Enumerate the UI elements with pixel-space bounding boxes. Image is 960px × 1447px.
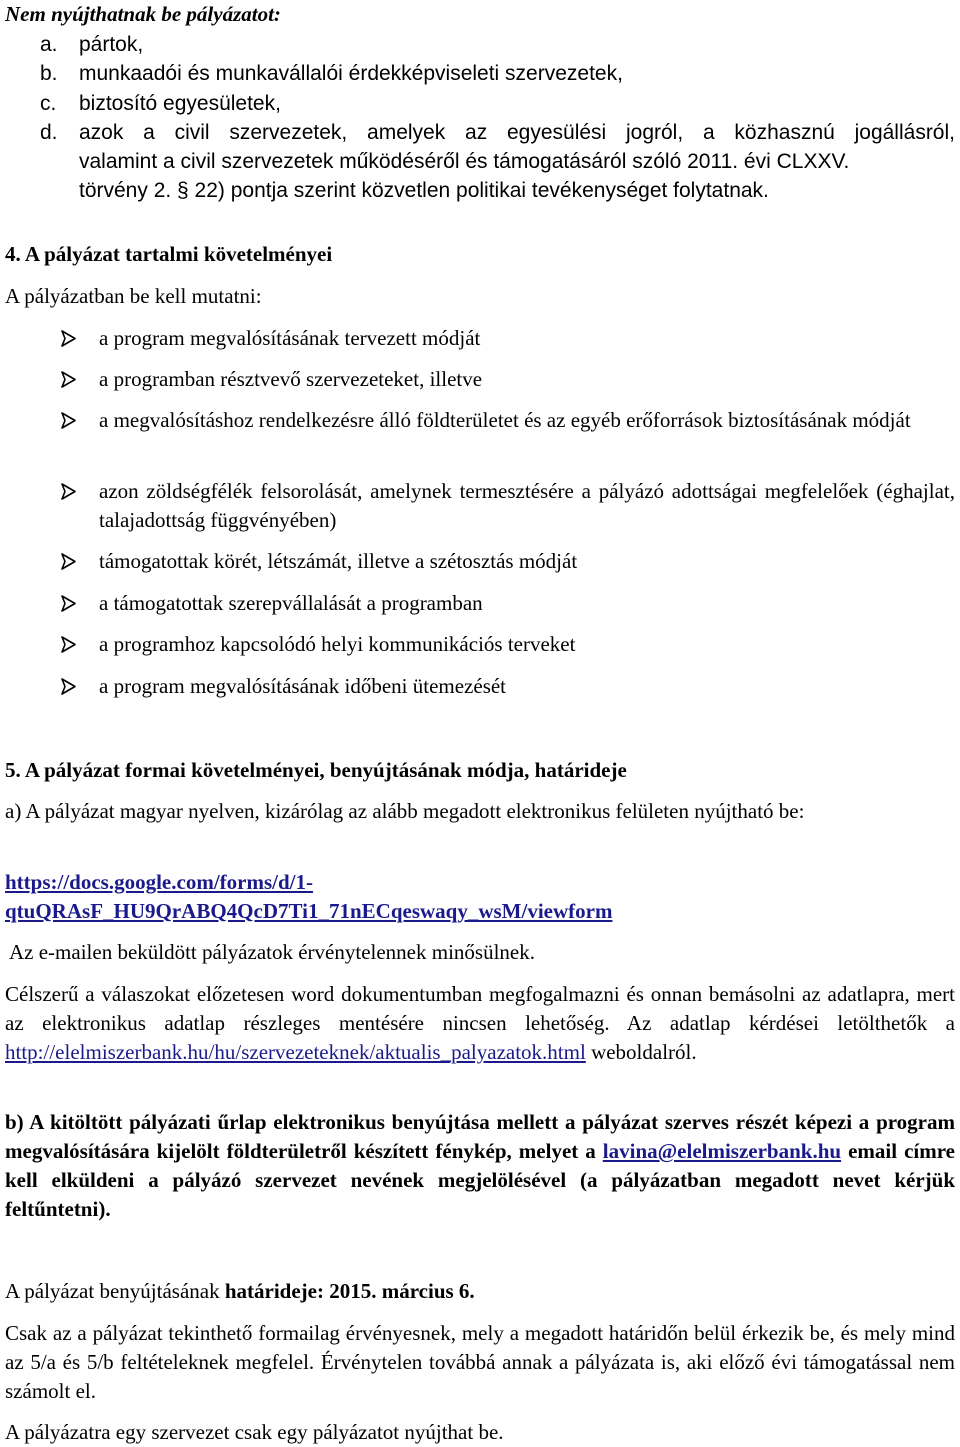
bullet-text: a programban résztvevő szervezeteket, illetve: [99, 367, 483, 391]
ineligible-heading: Nem nyújthatnak be pályázatot:: [5, 2, 281, 26]
section-4-heading: 4. A pályázat tartalmi követelményei: [5, 242, 333, 266]
bullet-text: a programhoz kapcsolódó helyi kommunikációs terveket: [99, 632, 576, 656]
email-invalid-note: Az e-mailen beküldött pályázatok érvénytelennek minősülnek.: [9, 940, 535, 964]
ineligible-item: [40, 59, 955, 88]
arrow-bullet-icon: [59, 630, 79, 659]
list-item-text-line: valamint a civil szervezetek működéséről és támogatásáról szóló 2011. évi CLXXV.: [79, 150, 850, 173]
deadline-date: határideje: 2015. március 6.: [224, 1279, 475, 1303]
form-link[interactable]: https://docs.google.com/forms/d/1- qtuQRAsF_HU9QrABQ4QcD7Ti1_71nECqeswaqy_wsM/viewform: [5, 870, 613, 923]
list-item-text: pártok,: [79, 33, 144, 56]
list-item-text: munkaadói és munkavállalói érdekképviseleti szervezetek,: [79, 62, 623, 85]
list-marker: a.: [40, 33, 58, 56]
list-item-text-line: törvény 2. § 22) pontja szerint közvetlen politikai tevékenységet folytatnak.: [79, 179, 769, 202]
bullet-text: azon zöldségfélék felsorolását, amelynek termesztésére a pályázó adottságai megfelelőek (éghajlat, talajadottság függvényében): [99, 479, 955, 532]
requirement-bullet: [59, 630, 955, 659]
download-link[interactable]: http://elelmiszerbank.hu/hu/szervezeteknek/aktualis_palyazatok.html: [5, 1040, 586, 1064]
deadline-line: A pályázat benyújtásának határideje: 2015. március 6.: [5, 1279, 475, 1303]
list-marker: b.: [40, 62, 58, 85]
email-link[interactable]: lavina@elelmiszerbank.hu: [602, 1139, 842, 1163]
one-application-note: A pályázatra egy szervezet csak egy pályázatot nyújthat be.: [5, 1420, 504, 1444]
arrow-bullet-icon: [59, 477, 79, 506]
word-advice-paragraph: Célszerű a válaszokat előzetesen word dokumentumban megfogalmazni és onnan bemásolni az adatlapra, mert az elektronikus adatlap részleges mentésére nincsen lehetőség. Az adatlap kérdései letölthetők a http://elelmiszerbank.hu/hu/szervezeteknek/aktualis_palyazatok.html weboldalról.: [5, 982, 955, 1064]
list-marker: c.: [40, 92, 57, 115]
requirement-bullet: [59, 477, 955, 535]
arrow-bullet-icon: [59, 672, 79, 701]
ineligible-item: [40, 118, 955, 205]
arrow-bullet-icon: [59, 406, 79, 435]
list-item-text: biztosító egyesületek,: [79, 92, 281, 115]
arrow-bullet-icon: [59, 365, 79, 394]
requirement-bullet: [59, 324, 955, 353]
validity-paragraph: Csak az a pályázat tekinthető formailag érvényesnek, mely a megadott határidőn belül érkezik be, és mely mind az 5/a és 5/b feltételeknek megfelel. Érvénytelen továbbá annak a pályázata is, aki előző évi támogatással nem számolt el.: [5, 1321, 955, 1403]
requirement-bullet: [59, 406, 955, 435]
bullet-text: támogatottak körét, létszámát, illetve a szétosztás módját: [99, 549, 578, 573]
arrow-bullet-icon: [59, 547, 79, 576]
arrow-bullet-icon: [59, 589, 79, 618]
bullet-text: a megvalósításhoz rendelkezésre álló földterületet és az egyéb erőforrások biztosításának módját: [99, 408, 911, 432]
requirement-bullet: [59, 365, 955, 394]
arrow-bullet-icon: [59, 324, 79, 353]
requirement-bullet: [59, 547, 955, 576]
list-marker: d.: [40, 121, 58, 144]
section-4-intro: A pályázatban be kell mutatni:: [5, 284, 262, 308]
section-5-heading: 5. A pályázat formai követelményei, benyújtásának módja, határideje: [5, 758, 627, 782]
form-link-block: [5, 868, 955, 926]
bullet-text: a támogatottak szerepvállalását a programban: [99, 591, 483, 615]
list-item-text-line: azok a civil szervezetek, amelyek az egyesülési jogról, a közhasznú jogállásról,: [79, 121, 955, 144]
paragraph-b: b) A kitöltött pályázati űrlap elektronikus benyújtása mellett a pályázat szerves részét képezi a program megvalósítására kijelölt földterületről készített fénykép, melyet a lavina@elelmiszerbank.hu email címre kell elküldeni a pályázó szervezet nevének megjelölésével (a pályázatban megadott nevet kérjük feltűntetni).: [5, 1110, 955, 1221]
bullet-text: a program megvalósításának időbeni ütemezését: [99, 674, 507, 698]
ineligible-item: [40, 30, 955, 59]
paragraph-a: a) A pályázat magyar nyelven, kizárólag az alább megadott elektronikus felületen nyújtható be:: [5, 799, 805, 823]
requirement-bullet: [59, 672, 955, 701]
ineligible-item: [40, 89, 955, 118]
requirement-bullet: [59, 589, 955, 618]
bullet-text: a program megvalósításának tervezett módját: [99, 326, 481, 350]
